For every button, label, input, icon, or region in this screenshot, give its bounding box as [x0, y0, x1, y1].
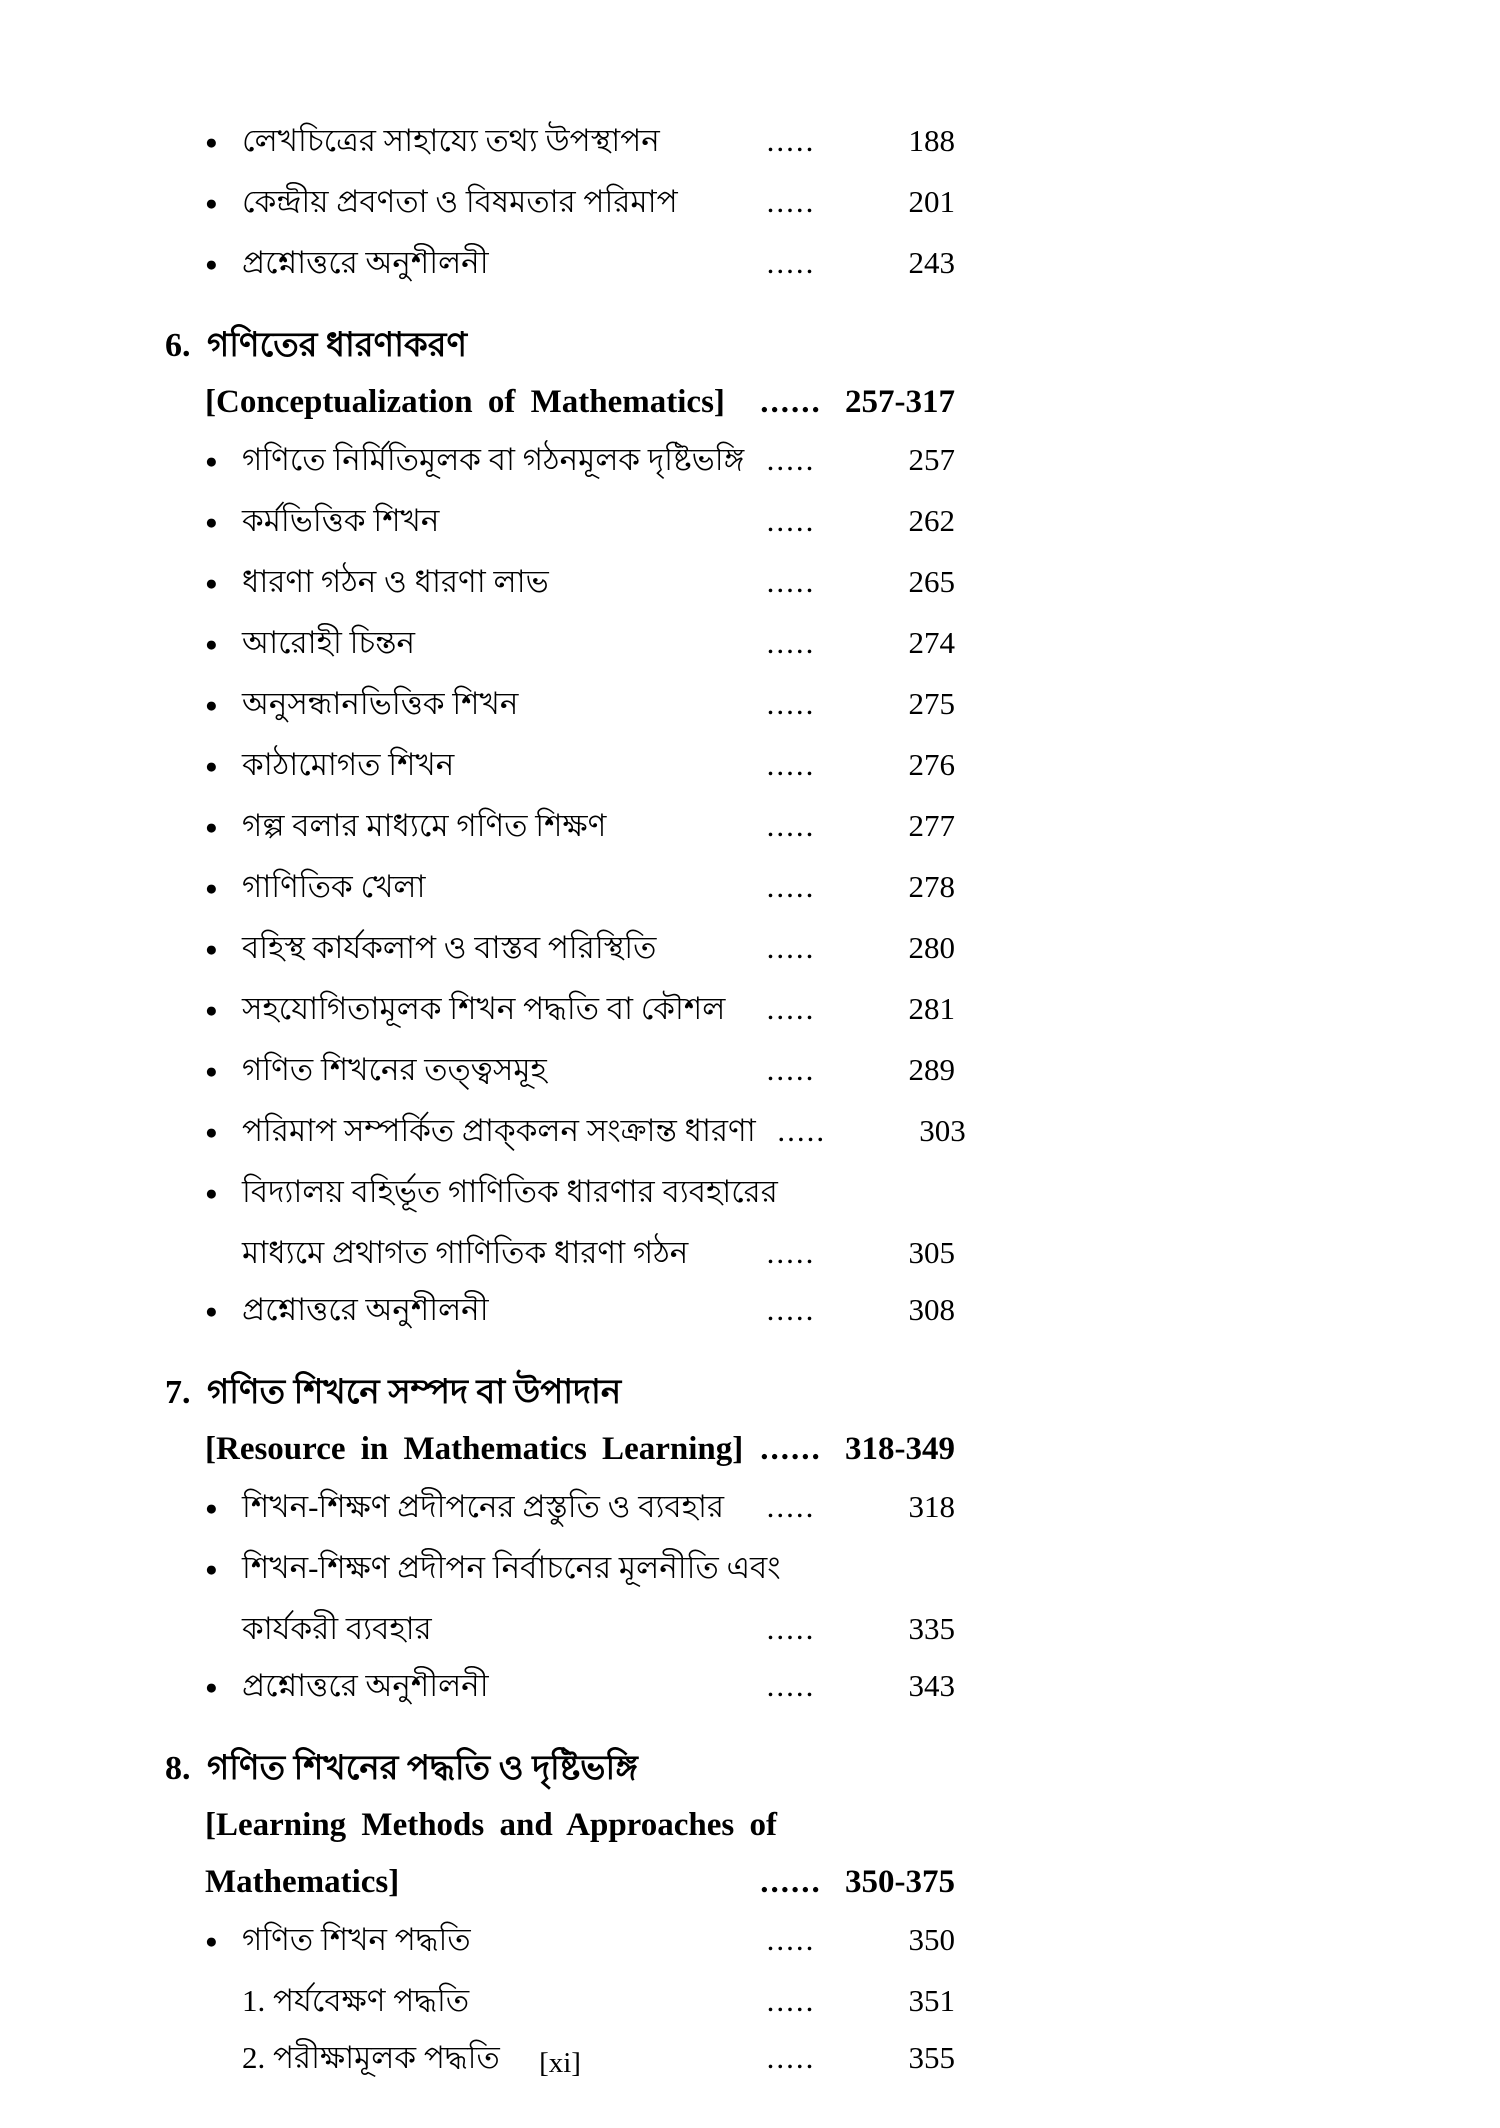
toc-section-header: [165, 1740, 955, 1797]
entry-label: [165, 1364, 745, 1421]
toc-section-header: [165, 1797, 955, 1854]
page-number: 289: [908, 1052, 955, 1087]
entry-label: [165, 173, 745, 234]
entry-title: প্রশ্নোত্তরে অনুশীলনী: [242, 245, 489, 280]
entry-title: [Learning Methods and Approaches of: [205, 1807, 777, 1843]
entry-label: [165, 1478, 745, 1539]
page-number: 275: [908, 686, 955, 721]
toc-entry: [165, 797, 955, 858]
toc-section-header: [165, 374, 955, 431]
dot-leader: ......: [760, 1431, 822, 1467]
entry-title: [Conceptualization of Mathematics]: [205, 384, 725, 420]
toc-entry: [165, 614, 955, 675]
entry-title: অনুসন্ধানভিত্তিক শিখন: [242, 686, 519, 721]
entry-label: [165, 1163, 778, 1224]
entry-title: গল্প বলার মাধ্যমে গণিত শিক্ষণ: [242, 808, 607, 843]
dot-leader: .....: [766, 503, 816, 538]
entry-title: গণিত শিখনের তত্ত্বসমূহ: [242, 1052, 547, 1087]
entry-label: [165, 492, 745, 553]
page-number: 257-317: [845, 384, 955, 420]
toc-entry: [165, 1972, 955, 2029]
bullet-icon: ●: [205, 1181, 218, 1205]
toc-entry: [165, 553, 955, 614]
dot-leader: .....: [766, 1235, 816, 1270]
toc-entry: [165, 1102, 966, 1163]
entry-title: 2. পরীক্ষামূলক পদ্ধতি: [242, 2040, 500, 2075]
section-number: 8.: [165, 1750, 191, 1787]
page-number: 201: [908, 184, 955, 219]
dot-leader: ......: [760, 384, 822, 420]
dot-leader: .....: [766, 1611, 816, 1646]
entry-title: গাণিতিক খেলা: [242, 869, 426, 904]
entry-title: গণিতে নির্মিতিমূলক বা গঠনমূলক দৃষ্টিভঙ্গি: [242, 442, 745, 477]
toc-entry: [165, 1224, 955, 1281]
dot-leader: .....: [766, 1489, 816, 1524]
entry-label: [165, 1041, 745, 1102]
entry-label: [165, 797, 745, 858]
page-number-footer: [xi]: [539, 2047, 581, 2079]
dot-leader: .....: [766, 686, 816, 721]
toc-entry: [165, 919, 955, 980]
bullet-icon: ●: [205, 998, 218, 1022]
toc-entry: [165, 1041, 955, 1102]
bullet-icon: ●: [205, 937, 218, 961]
entry-label: [165, 1740, 745, 1797]
page-number: 278: [908, 869, 955, 904]
bullet-icon: ●: [205, 1496, 218, 1520]
dot-leader: .....: [766, 808, 816, 843]
toc-section-header: [165, 317, 955, 374]
toc-entry: [165, 1657, 955, 1718]
entry-label: [165, 1911, 745, 1972]
toc-entry: [165, 1281, 955, 1342]
dot-leader: .....: [766, 564, 816, 599]
entry-label: [165, 112, 745, 173]
page-number: 257: [908, 442, 955, 477]
toc-entry: [165, 1478, 955, 1539]
dot-leader: .....: [766, 930, 816, 965]
entry-label: [165, 1854, 745, 1911]
entry-title: গণিত শিখন পদ্ধতি: [242, 1922, 471, 1957]
toc-entry: [165, 173, 955, 234]
dot-leader: .....: [766, 1292, 816, 1327]
page-number: 265: [908, 564, 955, 599]
entry-label: [165, 553, 745, 614]
toc-entry: [165, 1600, 955, 1657]
page-number: 350-375: [845, 1864, 955, 1900]
page-number: 243: [908, 245, 955, 280]
entry-title: বহিস্থ কার্যকলাপ ও বাস্তব পরিস্থিতি: [242, 930, 657, 965]
dot-leader: .....: [766, 1052, 816, 1087]
toc-entry: [165, 858, 955, 919]
page-number: 343: [908, 1668, 955, 1703]
entry-label: [165, 234, 745, 295]
page-number: 277: [908, 808, 955, 843]
toc-list: [165, 112, 966, 2086]
dot-leader: .....: [766, 184, 816, 219]
entry-label: [165, 675, 745, 736]
toc-entry: [165, 492, 955, 553]
toc-section-header: [165, 1364, 955, 1421]
entry-title: গণিতের ধারণাকরণ: [207, 327, 468, 364]
toc-entry: [165, 736, 955, 797]
entry-title: প্রশ্নোত্তরে অনুশীলনী: [242, 1668, 489, 1703]
bullet-icon: ●: [205, 571, 218, 595]
bullet-icon: ●: [205, 1929, 218, 1953]
entry-title: কাঠামোগত শিখন: [242, 747, 455, 782]
dot-leader: .....: [766, 123, 816, 158]
toc-section-header: [165, 1421, 955, 1478]
bullet-icon: ●: [205, 632, 218, 656]
section-number: 7.: [165, 1374, 191, 1411]
page-number: 318: [908, 1489, 955, 1524]
dot-leader: .....: [766, 625, 816, 660]
page-number: 351: [908, 1983, 955, 2018]
entry-label: [165, 1657, 745, 1718]
entry-label: [165, 736, 745, 797]
entry-title: শিখন-শিক্ষণ প্রদীপন নির্বাচনের মূলনীতি এবং: [242, 1550, 781, 1585]
bullet-icon: ●: [205, 449, 218, 473]
page-number: 281: [908, 991, 955, 1026]
entry-label: [165, 1102, 756, 1163]
entry-label: [165, 431, 745, 492]
entry-title: লেখচিত্রের সাহায্যে তথ্য উপস্থাপন: [242, 123, 660, 158]
dot-leader: .....: [766, 1668, 816, 1703]
dot-leader: .....: [777, 1113, 827, 1148]
section-number: 6.: [165, 327, 191, 364]
page-number: 188: [908, 123, 955, 158]
bullet-icon: ●: [205, 693, 218, 717]
entry-title: সহযোগিতামূলক শিখন পদ্ধতি বা কৌশল: [242, 991, 726, 1026]
bullet-icon: ●: [205, 130, 218, 154]
bullet-icon: ●: [205, 252, 218, 276]
page-number: 318-349: [845, 1431, 955, 1467]
page-number: 262: [908, 503, 955, 538]
bullet-icon: ●: [205, 1299, 218, 1323]
entry-title: মাধ্যমে প্রথাগত গাণিতিক ধারণা গঠন: [242, 1235, 689, 1270]
page-number: 335: [908, 1611, 955, 1646]
toc-entry: [165, 1163, 955, 1224]
entry-title: আরোহী চিন্তন: [242, 625, 416, 660]
dot-leader: .....: [766, 442, 816, 477]
toc-entry: [165, 1911, 955, 1972]
entry-label: [165, 614, 745, 675]
entry-title: বিদ্যালয় বহির্ভূত গাণিতিক ধারণার ব্যবহারের: [242, 1174, 778, 1209]
dot-leader: .....: [766, 245, 816, 280]
dot-leader: .....: [766, 1922, 816, 1957]
bullet-icon: ●: [205, 876, 218, 900]
bullet-icon: ●: [205, 754, 218, 778]
page-number: 305: [908, 1235, 955, 1270]
toc-entry: [165, 980, 955, 1041]
toc-entry: [165, 234, 955, 295]
entry-label: [165, 1600, 745, 1657]
entry-title: [Resource in Mathematics Learning]: [205, 1431, 744, 1467]
bullet-icon: ●: [205, 815, 218, 839]
bullet-icon: ●: [205, 1120, 218, 1144]
dot-leader: .....: [766, 747, 816, 782]
bullet-icon: ●: [205, 1675, 218, 1699]
page-number: 274: [908, 625, 955, 660]
entry-label: [165, 1972, 745, 2029]
entry-label: [165, 374, 745, 431]
dot-leader: .....: [766, 1983, 816, 2018]
dot-leader: .....: [766, 869, 816, 904]
entry-title: Mathematics]: [205, 1864, 400, 1900]
entry-title: কর্মভিত্তিক শিখন: [242, 503, 440, 538]
entry-title: কেন্দ্রীয় প্রবণতা ও বিষমতার পরিমাপ: [242, 184, 678, 219]
page-number: 280: [908, 930, 955, 965]
entry-label: [165, 1224, 745, 1281]
page-number: 303: [919, 1113, 966, 1148]
entry-title: ধারণা গঠন ও ধারণা লাভ: [242, 564, 549, 599]
entry-title: প্রশ্নোত্তরে অনুশীলনী: [242, 1292, 489, 1327]
toc-entry: [165, 675, 955, 736]
page-number: 355: [908, 2040, 955, 2075]
entry-label: [165, 980, 745, 1041]
toc-entry: [165, 431, 955, 492]
toc-entry: [165, 112, 955, 173]
entry-label: [165, 317, 745, 374]
entry-label: [165, 1539, 781, 1600]
bullet-icon: ●: [205, 191, 218, 215]
entry-label: [165, 858, 745, 919]
dot-leader: ......: [760, 1864, 822, 1900]
toc-entry: [165, 1539, 955, 1600]
entry-title: শিখন-শিক্ষণ প্রদীপনের প্রস্তুতি ও ব্যবহার: [242, 1489, 725, 1524]
entry-title: 1. পর্যবেক্ষণ পদ্ধতি: [242, 1983, 470, 2018]
entry-title: কার্যকরী ব্যবহার: [242, 1611, 432, 1646]
entry-title: পরিমাপ সম্পর্কিত প্রাক্‌কলন সংক্রান্ত ধারণা: [242, 1113, 756, 1148]
toc-section-header: [165, 1854, 955, 1911]
page-number: 308: [908, 1292, 955, 1327]
entry-label: [165, 1421, 745, 1478]
dot-leader: .....: [766, 991, 816, 1026]
page-number: 276: [908, 747, 955, 782]
bullet-icon: ●: [205, 1059, 218, 1083]
bullet-icon: ●: [205, 510, 218, 534]
entry-label: [165, 919, 745, 980]
page-number: 350: [908, 1922, 955, 1957]
entry-title: গণিত শিখনে সম্পদ বা উপাদান: [207, 1374, 622, 1411]
dot-leader: .....: [766, 2040, 816, 2075]
entry-label: [165, 1281, 745, 1342]
entry-label: [165, 1797, 777, 1854]
bullet-icon: ●: [205, 1557, 218, 1581]
entry-title: গণিত শিখনের পদ্ধতি ও দৃষ্টিভঙ্গি: [207, 1750, 638, 1787]
